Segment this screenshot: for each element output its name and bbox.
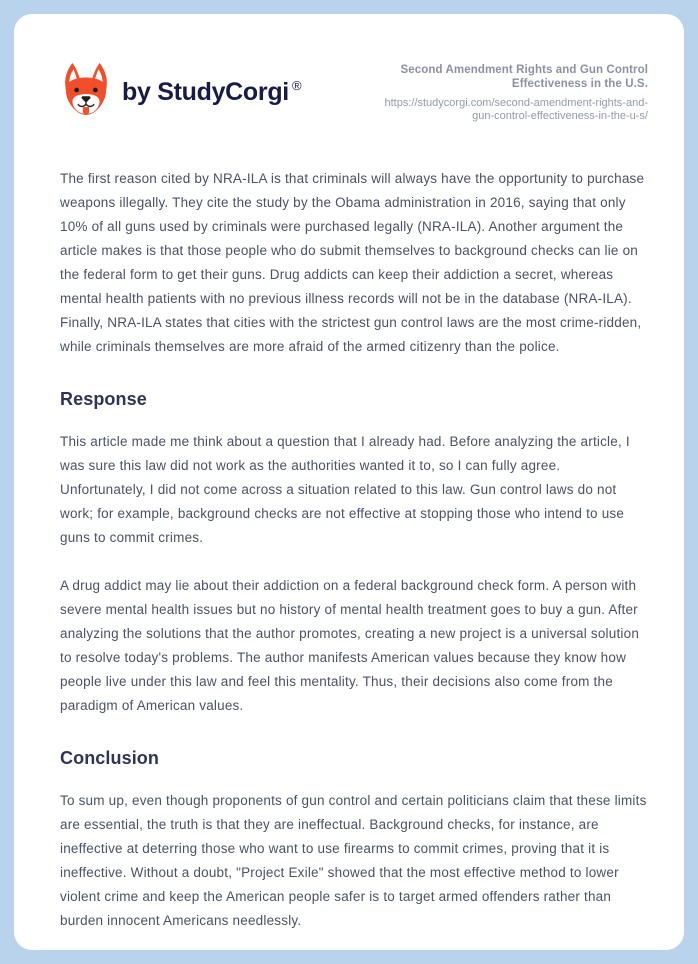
brand-label: by StudyCorgi: [122, 78, 289, 106]
section-heading-response: Response: [60, 389, 147, 409]
document-content: [60, 167, 648, 933]
document-header: [60, 62, 648, 123]
section-heading-conclusion: Conclusion: [60, 748, 159, 768]
response-paragraph-2: A drug addict may lie about their addiction on a federal background check form. A person with severe mental health issues but no history of mental health treatment goes to buy a gun. After analyzing the solutions that the author promotes, creating a new project is a universal solution to resolve today's problems. The author manifests American values because they know how people live under this law and feel this mentality. Thus, their decisions also come from the paradigm of American values.: [60, 578, 640, 713]
document-meta: [376, 63, 648, 123]
registered-trademark-symbol: ®: [291, 78, 302, 93]
response-paragraph-1: This article made me think about a question that I already had. Before analyzing the article, I was sure this law did not work as the authorities wanted it to, so I can fully agree. Unfortunately, I did not come across a situation related to this law. Gun control laws do not work; for example, background checks are not effective at stopping those who intend to use guns to commit crimes.: [60, 434, 630, 545]
conclusion-paragraph: To sum up, even though proponents of gun control and certain politicians claim that these limits are essential, the truth is that they are ineffectual. Background checks, for instance, are ineffective at deterring those who want to use firearms to commit crimes, proving that it is ineffective. Without a doubt, "Project Exile" showed that the most effective method to lower violent crime and keep the American people safer is to target armed offenders rather than burden innocent Americans needlessly.: [60, 793, 647, 928]
brand-text: [122, 78, 301, 107]
document-card: [14, 14, 684, 950]
brand: [60, 62, 301, 123]
corgi-logo-icon: [60, 62, 112, 123]
document-url: https://studycorgi.com/second-amendment-rights-and-gun-control-effectiveness-in-the-u-s/: [384, 96, 648, 122]
intro-paragraph: The first reason cited by NRA-ILA is that criminals will always have the opportunity to purchase weapons illegally. They cite the study by the Obama administration in 2016, saying that only 10% of all guns used by criminals were purchased legally (NRA-ILA). Another argument the article makes is that those people who do submit themselves to background checks can lie on the federal form to get their guns. Drug addicts can keep their addiction a secret, whereas mental health patients with no previous illness records will not be in the database (NRA-ILA). Finally, NRA-ILA states that cities with the strictest gun control laws are the most crime-ridden, while criminals themselves are more afraid of the armed citizenry than the police.: [60, 171, 645, 354]
document-title: Second Amendment Rights and Gun Control Effectiveness in the U.S.: [400, 63, 648, 90]
